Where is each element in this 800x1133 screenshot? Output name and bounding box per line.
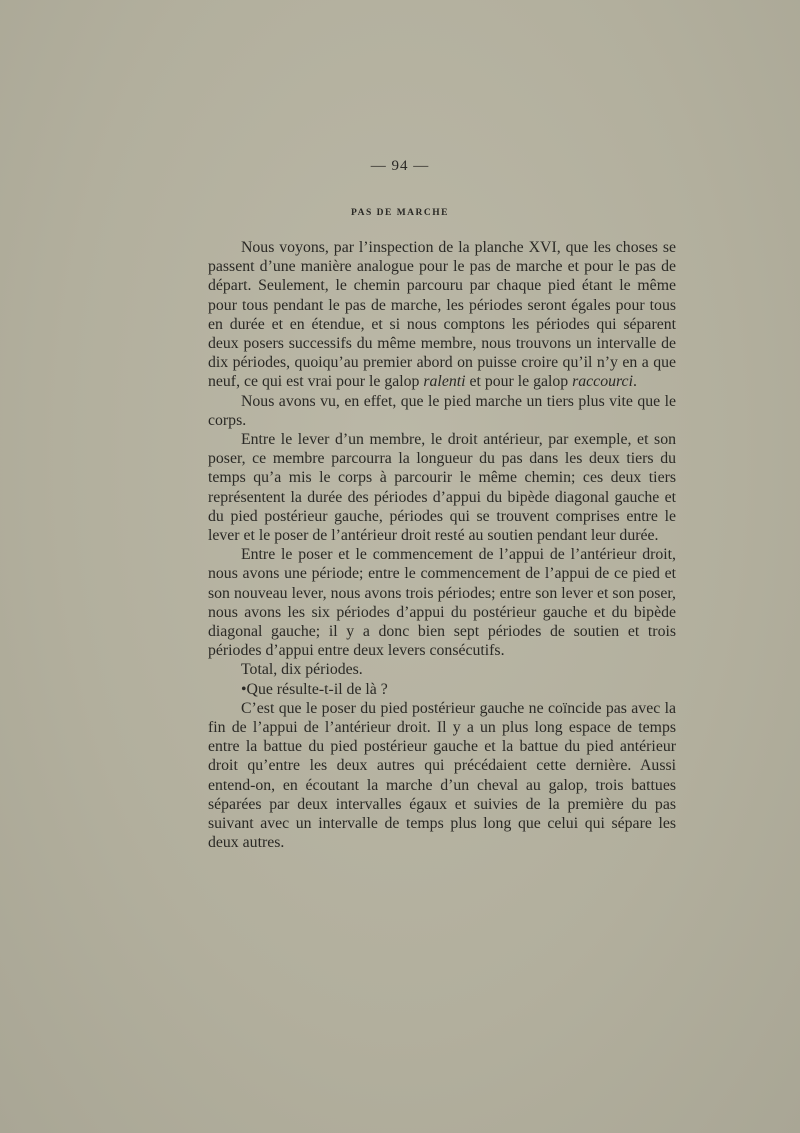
running-head: PAS DE MARCHE: [351, 208, 449, 218]
text-run: et pour le galop: [465, 373, 573, 391]
text-run: Entre le poser et le commencement de l’appui de l’antérieur droit, nous avons une période; entre le commencement de l’appui de ce pied et son nouveau lever, nous avons trois périodes; entre son lever et son poser, nous avons les six périodes d’appui du postérieur gauche et du bipède diagonal gauche; il y a donc bien sept périodes de soutien et trois périodes d’appui entre deux levers consécutifs.: [208, 546, 676, 660]
text-run: Entre le lever d’un membre, le droit antérieur, par exemple, et son poser, ce membre parcourra la longueur du pas dans les deux tiers du temps qu’a mis le corps à parcourir le même chemin; ces deux tiers représentent la durée des périodes d’appui du bipède diagonal gauche et du pied postérieur gauche, périodes qui se trouvent comprises entre le lever et le poser de l’antérieur droit resté au soutien pendant leur durée.: [208, 431, 676, 545]
italic-term-ralenti: ralenti: [423, 373, 466, 391]
paragraph-6: [208, 680, 676, 699]
body-text: [208, 238, 676, 853]
paragraph-7: [208, 699, 676, 853]
paragraph-4: [208, 545, 676, 660]
page-number: — 94 —: [370, 158, 430, 174]
text-run: Nous voyons, par l’inspection de la planche XVI, que les choses se passent d’une manière analogue pour le pas de marche et pour le pas de départ. Seulement, le chemin parcouru par chaque pied étant le même pour tous pendant le pas de marche, les périodes seront égales pour tous en durée et en étendue, et si nous comptons les périodes qui séparent deux posers successifs du même membre, nous trouvons un intervalle de dix périodes, quoiqu’au premier abord on puisse croire qu’il n’y en a que neuf, ce qui est vrai pour le galop: [208, 239, 676, 391]
text-run: •Que résulte-t-il de là ?: [241, 680, 388, 698]
paragraph-5: [208, 660, 676, 679]
text-run: Nous avons vu, en effet, que le pied marche un tiers plus vite que le corps.: [208, 392, 676, 429]
italic-term-raccourci: raccourci: [572, 373, 633, 391]
paragraph-3: [208, 430, 676, 545]
text-run: C’est que le poser du pied postérieur gauche ne coïncide pas avec la fin de l’appui de l’antérieur droit. Il y a un plus long espace de temps entre la battue du pied postérieur gauche et la battue du pied antérieur droit qu’entre les deux autres qui précédaient cette dernière. Aussi entend-on, en écoutant la marche d’un cheval au galop, trois battues séparées par deux intervalles égaux et suivies de la première du pas suivant avec un intervalle de temps plus long que celui qui sépare les deux autres.: [208, 699, 676, 852]
paragraph-2: [208, 392, 676, 430]
text-run: .: [632, 373, 637, 391]
text-run: Total, dix périodes.: [241, 661, 363, 679]
paragraph-1: [208, 238, 676, 392]
